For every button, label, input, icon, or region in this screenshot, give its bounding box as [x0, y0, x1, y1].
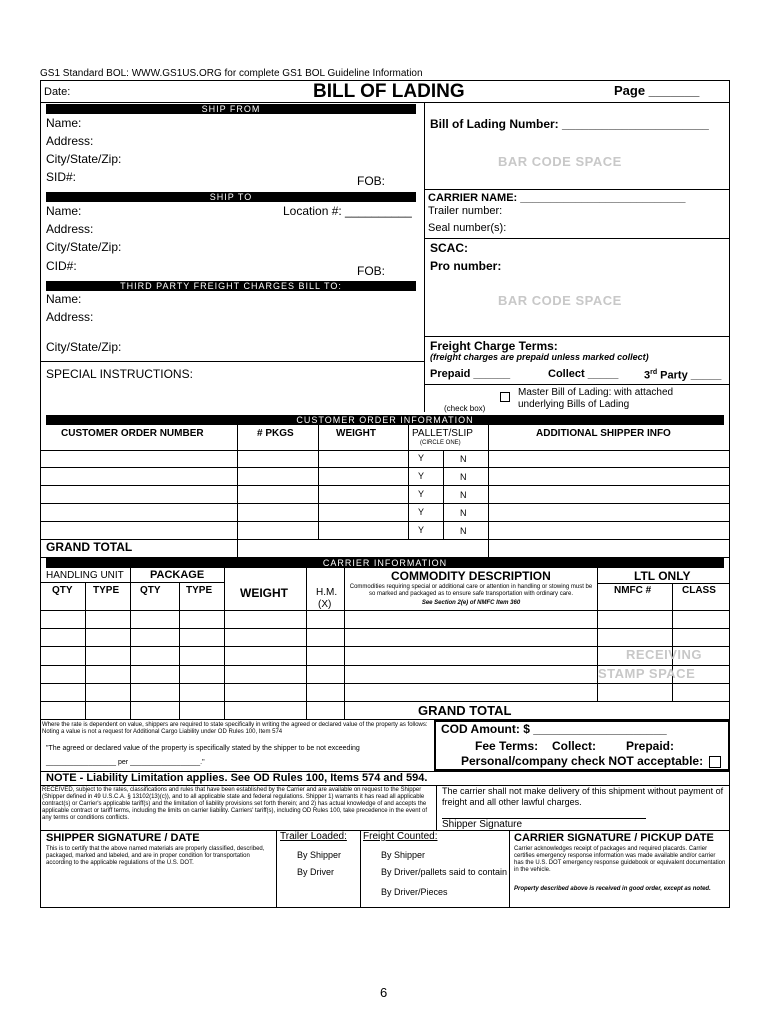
trailer-by-shipper[interactable]: By Shipper — [297, 850, 342, 860]
ship-to-name[interactable]: Name: — [46, 204, 82, 218]
carrier-name[interactable]: CARRIER NAME: ___________________________ — [428, 192, 686, 204]
trailer-by-driver[interactable]: By Driver — [297, 867, 335, 877]
freight-terms: Freight Charge Terms: — [430, 339, 558, 353]
page-label[interactable]: Page _______ — [614, 83, 700, 98]
header-divider — [40, 102, 730, 103]
date-label[interactable]: Date: — [44, 86, 71, 98]
co-row-2-y[interactable]: Y — [418, 471, 425, 481]
ship-to-cid[interactable]: CID#: — [46, 259, 77, 273]
bol-number[interactable]: Bill of Lading Number: ______________________ — [430, 117, 709, 131]
ci-col-line — [672, 583, 673, 701]
receiving-label: RECEIVING — [626, 647, 703, 662]
ci-row-line — [40, 683, 730, 684]
fee-terms-label: Fee Terms: — [475, 739, 539, 753]
note-divider — [436, 785, 437, 830]
third-party-name[interactable]: Name: — [46, 292, 82, 306]
co-row-4-y[interactable]: Y — [418, 507, 425, 517]
ci-col-line — [130, 568, 131, 719]
ci-col-line — [344, 568, 345, 719]
scac[interactable]: SCAC: — [430, 241, 468, 255]
ci-row-line — [40, 628, 730, 629]
page-title: BILL OF LADING — [313, 81, 465, 102]
co-grand-total: GRAND TOTAL — [46, 540, 133, 554]
co-row-line — [40, 503, 730, 504]
co-col-line — [443, 450, 444, 539]
ci-subheader-line — [40, 582, 224, 583]
trailer-loaded-label: Trailer Loaded: — [280, 831, 347, 842]
carrier-no-delivery-text: The carrier shall not make delivery of this shipment without payment of freight and all other lawful charges. — [442, 786, 724, 807]
ci-row-line — [40, 610, 730, 611]
master-bol-checkbox[interactable] — [500, 392, 510, 402]
class-header: CLASS — [682, 585, 716, 596]
freight-by-driver-pallets[interactable]: By Driver/pallets said to contain — [381, 867, 508, 877]
ci-col-line — [306, 568, 307, 719]
prepaid-field[interactable]: Prepaid ______ — [430, 368, 511, 380]
ltl-only-header: LTL ONLY — [634, 569, 691, 583]
master-divider — [424, 384, 730, 385]
received-text: RECEIVED, subject to the rates, classifications and rules that have been established by the Carrier and are available on request to the Shipper (Shipper defined in 49 U.S.C.A. § 13102(13)(c)), and to all applicable state and federal regulations. Shipper 1) warrants it has read all applicable contract(s) or Carrier's applicable tariff(s) and the limitation of liability provisions set forth therein; and 2) has actual knowledge of and accepts the applicable contract or tariff terms, including the limits on carrier liability. Carriers' tariff(s), including OD Rules 100, take precedence in the event of any terms or conditions conflicts. — [42, 787, 427, 821]
co-row-2-n[interactable]: N — [460, 472, 467, 482]
fee-prepaid[interactable]: Prepaid: — [626, 739, 675, 753]
commodity-ref: See Section 2(e) of NMFC Item 360 — [421, 600, 521, 606]
commodity-header: COMMODITY DESCRIPTION — [391, 569, 551, 583]
co-weight-header: WEIGHT — [336, 428, 376, 439]
qty-header-2: QTY — [140, 585, 161, 596]
trailer-number[interactable]: Trailer number: — [428, 205, 503, 217]
ship-to-fob[interactable]: FOB: — [357, 264, 386, 278]
type-header-2: TYPE — [186, 585, 213, 596]
ship-from-city[interactable]: City/State/Zip: — [46, 152, 122, 166]
weight-header: WEIGHT — [240, 586, 288, 600]
co-col-line — [318, 425, 319, 539]
center-divider — [424, 102, 425, 412]
check-box-label: (check box) — [444, 404, 486, 413]
third-party-bar: THIRD PARTY FREIGHT CHARGES BILL TO: — [46, 281, 416, 291]
co-circle-one: (CIRCLE ONE) — [420, 440, 461, 446]
co-row-5-y[interactable]: Y — [418, 525, 425, 535]
pro-number[interactable]: Pro number: — [430, 259, 502, 273]
special-instructions[interactable]: SPECIAL INSTRUCTIONS: — [46, 367, 193, 381]
shipper-certify-text: This is to certify that the above named materials are properly classified, described, packaged, marked and labeled, and are in proper condition for transportation according to the applicable regulations of the U.S. DOT. — [46, 846, 265, 866]
co-pkgs-header: # PKGS — [257, 428, 294, 439]
ship-to-bar: SHIP TO — [46, 192, 416, 202]
nmfc-header: NMFC # — [614, 585, 652, 596]
agreed-value-per[interactable]: __________________ per __________________." — [46, 759, 205, 766]
freight-by-driver-pieces[interactable]: By Driver/Pieces — [381, 887, 448, 897]
shipper-signature-title[interactable]: SHIPPER SIGNATURE / DATE — [46, 832, 200, 844]
co-row-line — [40, 539, 730, 540]
carrier-property-text: Property described above is received in good order, except as noted. — [514, 886, 711, 892]
agreed-value-text: "The agreed or declared value of the property is specifically stated by the shipper to be not exceeding — [46, 745, 360, 752]
barcode-space-1: BAR CODE SPACE — [498, 154, 622, 169]
ci-row-line — [40, 701, 730, 702]
master-bol-label: Master Bill of Lading: with attached underlying Bills of Lading — [518, 387, 674, 410]
co-row-1-n[interactable]: N — [460, 454, 467, 464]
fee-collect[interactable]: Collect: — [552, 739, 597, 753]
ci-col-line — [597, 568, 598, 701]
personal-check-checkbox[interactable] — [709, 756, 721, 768]
ship-to-city[interactable]: City/State/Zip: — [46, 240, 122, 254]
ship-to-location[interactable]: Location #: __________ — [283, 204, 412, 218]
co-row-3-y[interactable]: Y — [418, 489, 425, 499]
co-row-line — [40, 467, 730, 468]
ship-from-bar: SHIP FROM — [46, 104, 416, 114]
carrier-info-bar: CARRIER INFORMATION — [46, 558, 724, 568]
declared-value-text: Where the rate is dependent on value, shippers are required to state specifically in writing the agreed or declared value of the property as follows: Noting a value is not a request for Additional Cargo Liability under OD Rules 100, Item 574 — [42, 722, 428, 735]
top-note: GS1 Standard BOL: WWW.GS1US.ORG for complete GS1 BOL Guideline Information — [40, 68, 423, 79]
co-order-number-header: CUSTOMER ORDER NUMBER — [61, 428, 204, 439]
package-header: PACKAGE — [150, 569, 205, 581]
co-col-line — [488, 425, 489, 557]
co-row-4-n[interactable]: N — [460, 508, 467, 518]
collect-field[interactable]: Collect _____ — [548, 368, 619, 380]
liability-note: NOTE - Liability Limitation applies. See OD Rules 100, Items 574 and 594. — [46, 772, 428, 784]
sig-divider — [360, 830, 361, 908]
cod-amount[interactable]: COD Amount: $ ____________________ — [441, 722, 667, 736]
seal-number[interactable]: Seal number(s): — [428, 222, 507, 234]
third-party-field[interactable]: 3rd Party _____ — [644, 369, 722, 382]
co-additional-header: ADDITIONAL SHIPPER INFO — [536, 428, 671, 439]
hm-x-header: (X) — [318, 599, 332, 610]
type-header-1: TYPE — [93, 585, 120, 596]
customer-order-bar: CUSTOMER ORDER INFORMATION — [46, 415, 724, 425]
co-row-5-n[interactable]: N — [460, 526, 467, 536]
qty-header-1: QTY — [52, 585, 73, 596]
freight-note: (freight charges are prepaid unless marked collect) — [430, 352, 649, 362]
freight-counted-label: Freight Counted: — [363, 831, 438, 842]
co-pallet-header: PALLET/SLIP — [412, 428, 473, 439]
barcode-space-2: BAR CODE SPACE — [498, 293, 622, 308]
carrier-divider — [424, 189, 730, 190]
page-number: 6 — [380, 985, 388, 1000]
handling-unit-header: HANDLING UNIT — [46, 570, 124, 581]
scac-divider — [424, 238, 730, 239]
co-col-line — [408, 425, 409, 539]
ship-from-sid[interactable]: SID#: — [46, 170, 77, 184]
ci-col-line — [224, 568, 225, 719]
carrier-signature-title[interactable]: CARRIER SIGNATURE / PICKUP DATE — [514, 832, 714, 844]
ship-from-name[interactable]: Name: — [46, 116, 82, 130]
co-row-line — [40, 521, 730, 522]
third-party-address[interactable]: Address: — [46, 310, 94, 324]
shipper-signature-label[interactable]: Shipper Signature — [442, 819, 523, 830]
freight-by-shipper[interactable]: By Shipper — [381, 850, 426, 860]
ship-to-address[interactable]: Address: — [46, 222, 94, 236]
special-divider — [40, 361, 424, 362]
commodity-note: Commodities requiring special or additional care or attention in handling or stowing must be so marked and packaged as to ensure safe transportation with ordinary care. — [349, 584, 593, 597]
third-party-city[interactable]: City/State/Zip: — [46, 340, 122, 354]
co-header-line — [40, 450, 730, 451]
ship-from-fob[interactable]: FOB: — [357, 174, 386, 188]
ci-grand-total: GRAND TOTAL — [418, 703, 512, 718]
carrier-certify-text: Carrier acknowledges receipt of packages and required placards. Carrier certifies emergency response information was made available and/or carrier has the U.S. DOT emergency response guidebook or equivalent documentation in the vehicle. — [514, 846, 726, 873]
sig-divider — [509, 830, 510, 908]
hm-header: H.M. — [316, 587, 338, 598]
sig-divider — [276, 830, 277, 908]
ci-col-line — [179, 582, 180, 719]
ltl-line — [598, 583, 730, 584]
ci-col-line — [85, 582, 86, 719]
co-row-line — [40, 485, 730, 486]
personal-check-label: Personal/company check NOT acceptable: — [461, 754, 704, 768]
co-row-1-y[interactable]: Y — [418, 453, 425, 463]
co-col-line — [237, 425, 238, 557]
co-row-3-n[interactable]: N — [460, 490, 467, 500]
ship-from-address[interactable]: Address: — [46, 134, 94, 148]
stamp-space-label: STAMP SPACE — [598, 666, 696, 681]
freight-divider — [424, 336, 730, 337]
